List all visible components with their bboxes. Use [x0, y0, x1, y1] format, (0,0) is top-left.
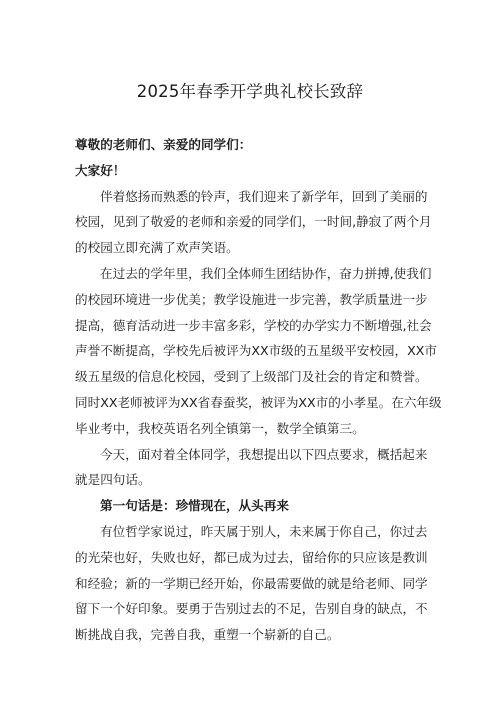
document-title: 2025年春季开学典礼校长致辞: [136, 82, 364, 101]
salutation: 尊敬的老师们、亲爱的同学们：: [75, 137, 252, 152]
document-body: [75, 132, 442, 648]
section-paragraph-line-3: 和经验；新的一学期已经开始，你最需要做的就是给老师、同学: [75, 575, 428, 591]
paragraph-2-line-3: 提高，德育活动进一步丰富多彩，学校的办学实力不断增强,社会: [75, 317, 432, 333]
paragraph-1-line-3: 的校园立即充满了欢声笑语。: [75, 240, 239, 256]
section-paragraph-line-2: 的光荣也好，失败也好，都已成为过去，留给你的只应该是教训: [75, 549, 428, 565]
paragraph-2-line-4: 声誉不断提高，学校先后被评为XX市级的五星级平安校园，XX市: [75, 343, 437, 359]
section-paragraph-line-5: 断挑战自我，完善自我，重塑一个崭新的自己。: [75, 627, 340, 643]
paragraph-1-line-2: 校园，见到了敬爱的老师和亲爱的同学们，一时间,静寂了两个月: [75, 214, 432, 230]
paragraph-2-line-2: 的校园环境进一步优美；教学设施进一步完善，教学质量进一步: [75, 291, 428, 307]
section-paragraph-line-4: 留下一个好印象。要勇于告别过去的不足，告别自身的缺点，不: [75, 601, 428, 617]
paragraph-1-line-1: 伴着悠扬而熟悉的铃声，我们迎来了新学年，回到了美丽的: [100, 188, 428, 204]
paragraph-2-line-6: 同时XX老师被评为XX省春蚕奖，被评为XX市的小孝星。在六年级: [75, 394, 442, 410]
paragraph-3-line-2: 就是四句话。: [75, 472, 151, 488]
paragraph-2-line-7: 毕业考中，我校英语名列全镇第一，数学全镇第三。: [75, 420, 365, 436]
section-heading: 第一句话是：珍惜现在，从头再来: [100, 498, 289, 514]
paragraph-2-line-1: 在过去的学年里，我们全体师生团结协作，奋力拼搏,使我们: [100, 265, 432, 281]
paragraph-3-line-1: 今天，面对着全体同学，我想提出以下四点要求，概括起来: [100, 446, 428, 462]
greeting: 大家好！: [75, 162, 126, 178]
paragraph-2-line-5: 级五星级的信息化校园，受到了上级部门及社会的肯定和赞誉。: [75, 369, 428, 385]
section-paragraph-line-1: 有位哲学家说过，昨天属于别人，未来属于你自己，你过去: [100, 523, 428, 539]
